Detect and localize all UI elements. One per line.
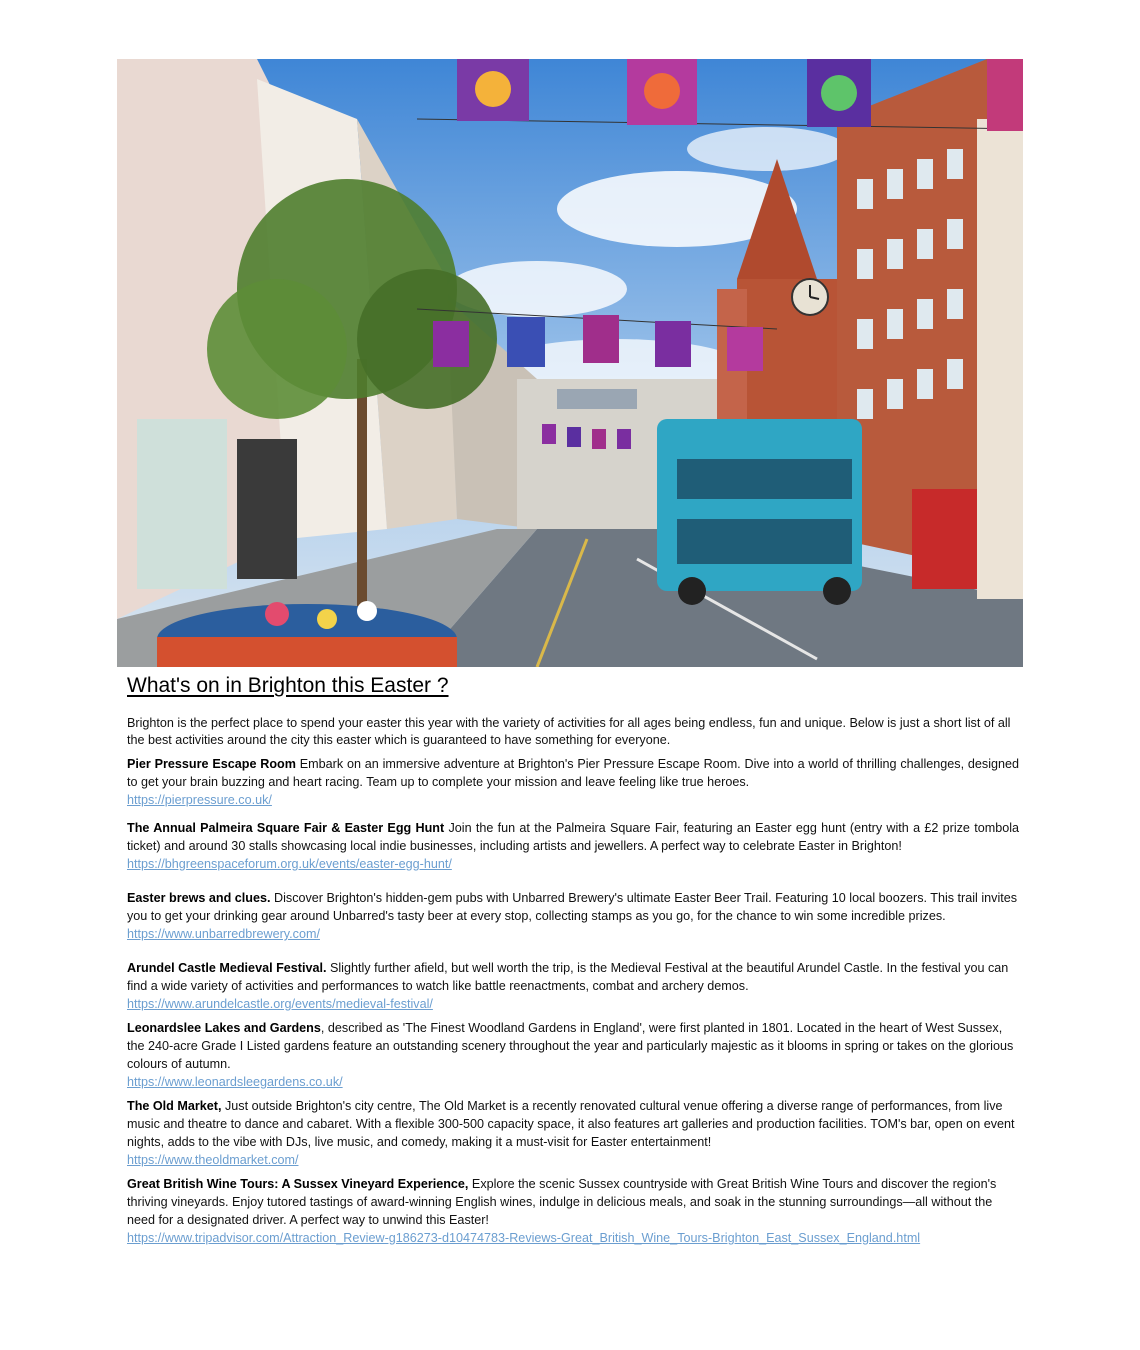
event-name: The Annual Palmeira Square Fair & Easter Egg Hunt bbox=[127, 821, 445, 835]
event-link[interactable]: https://www.leonardsleegardens.co.uk/ bbox=[127, 1075, 343, 1089]
list-item bbox=[127, 959, 1019, 1013]
list-item bbox=[127, 755, 1019, 809]
page-title: What's on in Brighton this Easter ? bbox=[127, 674, 449, 697]
event-name: Pier Pressure Escape Room bbox=[127, 757, 296, 771]
event-description: Join the fun at the Palmeira Square Fair, featuring an Easter egg hunt (entry with a £2 prize tombola ticket) and around 30 stalls showcasing local indie businesses, including artists and jewellers. A perfect way to celebrate Easter in Brighton! bbox=[127, 821, 1020, 853]
hero-image bbox=[117, 59, 1023, 667]
intro-paragraph: Brighton is the perfect place to spend your easter this year with the variety of activities for all ages being endless, fun and unique. Below is just a short list of all the best activities around the city this easter which is guaranteed to have something for everyone. bbox=[127, 716, 1011, 747]
list-item bbox=[127, 1175, 1019, 1247]
event-name: Leonardslee Lakes and Gardens bbox=[127, 1021, 321, 1035]
event-link[interactable]: https://pierpressure.co.uk/ bbox=[127, 793, 272, 807]
event-name: Easter brews and clues. bbox=[127, 891, 271, 905]
event-description: Explore the scenic Sussex countryside with Great British Wine Tours and discover the region's thriving vineyards. Enjoy tutored tastings of award-winning English wines, indulge in delicious meals, and soak in the stunning surroundings—all without the need for a designated driver. A perfect way to unwind this Easter! bbox=[127, 1177, 997, 1227]
list-item bbox=[127, 1019, 1019, 1091]
list-item bbox=[127, 819, 1019, 873]
event-link[interactable]: https://www.arundelcastle.org/events/medieval-festival/ bbox=[127, 997, 433, 1011]
article-body bbox=[127, 671, 1019, 1253]
event-name: The Old Market, bbox=[127, 1099, 222, 1113]
event-link[interactable]: https://bhgreenspaceforum.org.uk/events/easter-egg-hunt/ bbox=[127, 857, 452, 871]
event-description: Slightly further afield, but well worth the trip, is the Medieval Festival at the beautiful Arundel Castle. In the festival you can find a wide variety of activities and performances to watch like battle reenactments, combat and archery demos. bbox=[127, 961, 1009, 993]
event-description: Discover Brighton's hidden-gem pubs with Unbarred Brewery's ultimate Easter Beer Trail. Featuring 10 local boozers. This trail invites you to get your drinking gear around Unbarred's tasty beer at every stop, collecting stamps as you go, for the chance to win some incredible prizes. bbox=[127, 891, 1018, 923]
event-name: Great British Wine Tours: A Sussex Vineyard Experience, bbox=[127, 1177, 469, 1191]
event-link[interactable]: https://www.theoldmarket.com/ bbox=[127, 1153, 299, 1167]
event-description: , described as 'The Finest Woodland Gardens in England', were first planted in 1801. Located in the heart of West Sussex, the 240-acre Grade I Listed gardens feature an outstanding scenery throughout the year and particularly majestic as it blooms in spring or takes on the glorious colours of autumn. bbox=[127, 1021, 1014, 1071]
event-link[interactable]: https://www.tripadvisor.com/Attraction_Review-g186273-d10474783-Reviews-Great_British_Wine_Tours-Brighton_East_Sussex_England.html bbox=[127, 1231, 921, 1245]
event-link[interactable]: https://www.unbarredbrewery.com/ bbox=[127, 927, 320, 941]
list-item bbox=[127, 889, 1019, 943]
list-item bbox=[127, 1097, 1019, 1169]
event-description: Embark on an immersive adventure at Brighton's Pier Pressure Escape Room. Dive into a world of thrilling challenges, designed to get your brain buzzing and heart racing. Team up to complete your mission and leave feeling like true heroes. bbox=[127, 757, 1020, 789]
event-name: Arundel Castle Medieval Festival. bbox=[127, 961, 327, 975]
event-description: Just outside Brighton's city centre, The Old Market is a recently renovated cultural venue offering a diverse range of performances, from live music and theatre to dance and cabaret. With a flexible 300-500 capacity space, it also features art galleries and production facilities. TOM's bar, open on event nights, adds to the vibe with DJs, live music, and comedy, making it a must-visit for Easter entertainment! bbox=[127, 1099, 1015, 1149]
